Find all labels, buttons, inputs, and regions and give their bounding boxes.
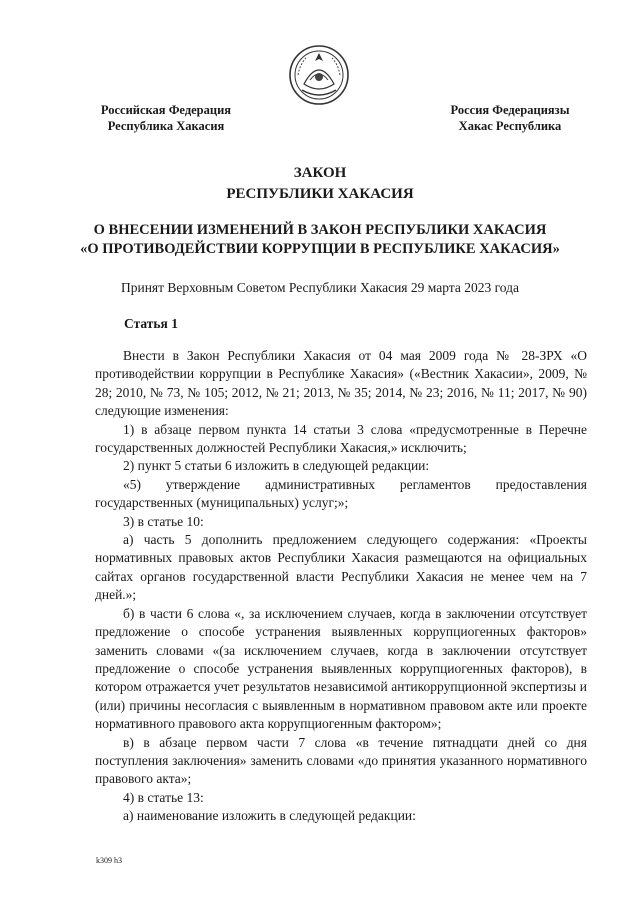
body-paragraph: а) часть 5 дополнить предложением следующего содержания: «Проекты нормативных правовых актов Республики Хакасия размещаются на официальных сайтах органов государственной власти Республики Хакасия не менее чем на 7 дней.»;	[95, 532, 587, 603]
body-paragraph: 3) в статье 10:	[123, 513, 204, 529]
header-right-line: Россия Федерациязы	[450, 103, 570, 117]
coat-of-arms-emblem	[288, 44, 350, 106]
body-paragraph: 2) пункт 5 статьи 6 изложить в следующей редакции:	[123, 458, 430, 474]
footer-code: k309 h3	[96, 856, 122, 865]
coat-of-arms-icon	[288, 44, 350, 106]
document-subject: О ВНЕСЕНИИ ИЗМЕНЕНИЙ В ЗАКОН РЕСПУБЛИКИ ХАКАСИЯ	[93, 222, 547, 238]
document-title-issuer: РЕСПУБЛИКИ ХАКАСИЯ	[226, 186, 414, 202]
header-left	[86, 102, 246, 134]
header-right	[430, 102, 590, 134]
header-right-line: Хакас Республика	[458, 119, 562, 133]
body-paragraph: 4) в статье 13:	[123, 789, 204, 805]
header-left-line: Российская Федерация	[100, 103, 232, 117]
body-paragraph: в) в абзаце первом части 7 слова «в течение пятнадцати дней со дня поступления заключения» заменить словами «до принятия указанного нормативного правового акта»;	[95, 734, 587, 787]
document-subject: «О ПРОТИВОДЕЙСТВИИ КОРРУПЦИИ В РЕСПУБЛИКЕ ХАКАСИЯ»	[80, 241, 560, 257]
document-body	[95, 347, 587, 826]
header-left-line: Республика Хакасия	[107, 119, 225, 133]
body-paragraph: б) в части 6 слова «, за исключением случаев, когда в заключении отсутствует предложение о способе устранения выявленных коррупциогенных факторов» заменить словами «(за исключением случаев, когда в заключении отсутствует предложение о способе устранения выявленных коррупциогенных факторов), в котором отражается учет результатов независимой антикоррупционной экспертизы и (или) причины несогласия с выявленным в нормативном правовом акте или проекте нормативного правового акта коррупциогенным фактором»;	[95, 605, 587, 732]
article-heading: Статья 1	[124, 316, 178, 331]
body-paragraph: Внести в Закон Республики Хакасия от 04 мая 2009 года № 28-ЗРХ «О противодействии коррупции в Республике Хакасия» («Вестник Хакасии», 2009, № 28; 2010, № 73, № 105; 2012, № 21; 2013, № 35; 2014, № 23; 2016, № 11; 2017, № 90) следующие изменения:	[95, 348, 587, 419]
body-paragraph: «5) утверждение административных регламентов предоставления государственных (муниципальных) услуг;»;	[95, 476, 587, 511]
adoption-line: Принят Верховным Советом Республики Хакасия 29 марта 2023 года	[120, 280, 520, 295]
document-title: ЗАКОН	[293, 165, 347, 181]
body-paragraph: а) наименование изложить в следующей редакции:	[123, 808, 416, 824]
body-paragraph: 1) в абзаце первом пункта 14 статьи 3 слова «предусмотренные в Перечне государственных должностей Республики Хакасия,» исключить;	[95, 421, 587, 456]
